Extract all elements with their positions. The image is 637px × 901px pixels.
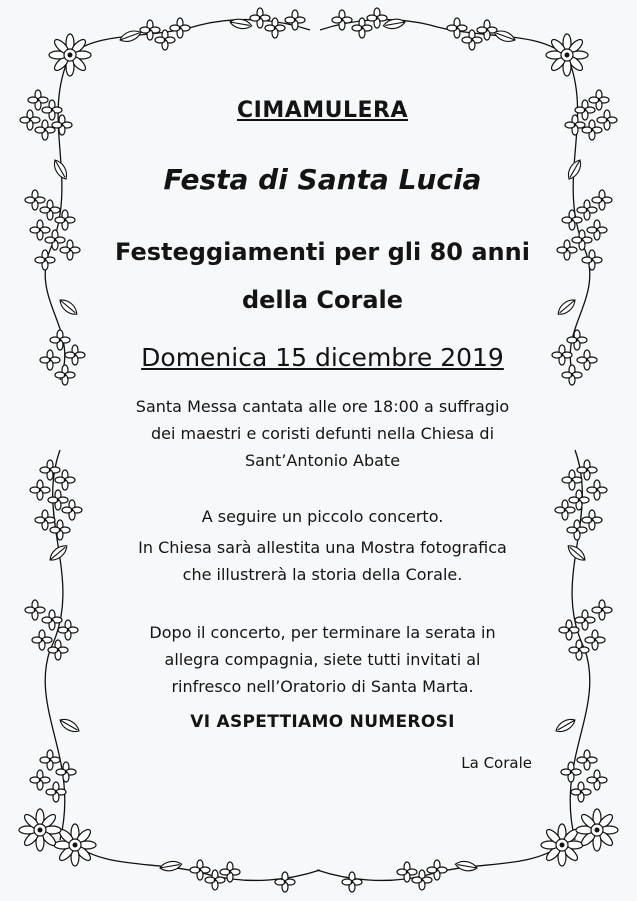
mass-paragraph — [95, 393, 550, 474]
invitation-line: VI ASPETTIAMO NUMEROSI — [190, 712, 455, 732]
concert-paragraph — [95, 503, 550, 530]
town-name: CIMAMULERA — [236, 98, 409, 123]
text-line: rinfresco nell’Oratorio di Santa Marta. — [171, 677, 474, 696]
celebration-heading — [95, 228, 550, 324]
text-line: che illustrerà la storia della Corale. — [182, 565, 463, 584]
feast-title: Festa di Santa Lucia — [163, 163, 482, 196]
text-line: Dopo il concerto, per terminare la serata in — [149, 623, 496, 642]
signature: La Corale — [461, 754, 532, 772]
celebration-line: Festeggiamenti per gli 80 anni — [115, 238, 530, 266]
text-line: In Chiesa sarà allestita una Mostra fotografica — [138, 538, 507, 557]
reception-paragraph — [95, 619, 550, 700]
text-line: allegra compagnia, siete tutti invitati al — [164, 650, 481, 669]
text-line: Santa Messa cantata alle ore 18:00 a suffragio — [135, 397, 510, 416]
text-line: dei maestri e coristi defunti nella Chiesa di — [150, 424, 495, 443]
text-line: Sant’Antonio Abate — [244, 451, 401, 470]
event-date: Domenica 15 dicembre 2019 — [141, 343, 504, 372]
exhibition-paragraph — [95, 534, 550, 588]
text-line: A seguire un piccolo concerto. — [201, 507, 444, 526]
celebration-line: della Corale — [241, 286, 404, 314]
